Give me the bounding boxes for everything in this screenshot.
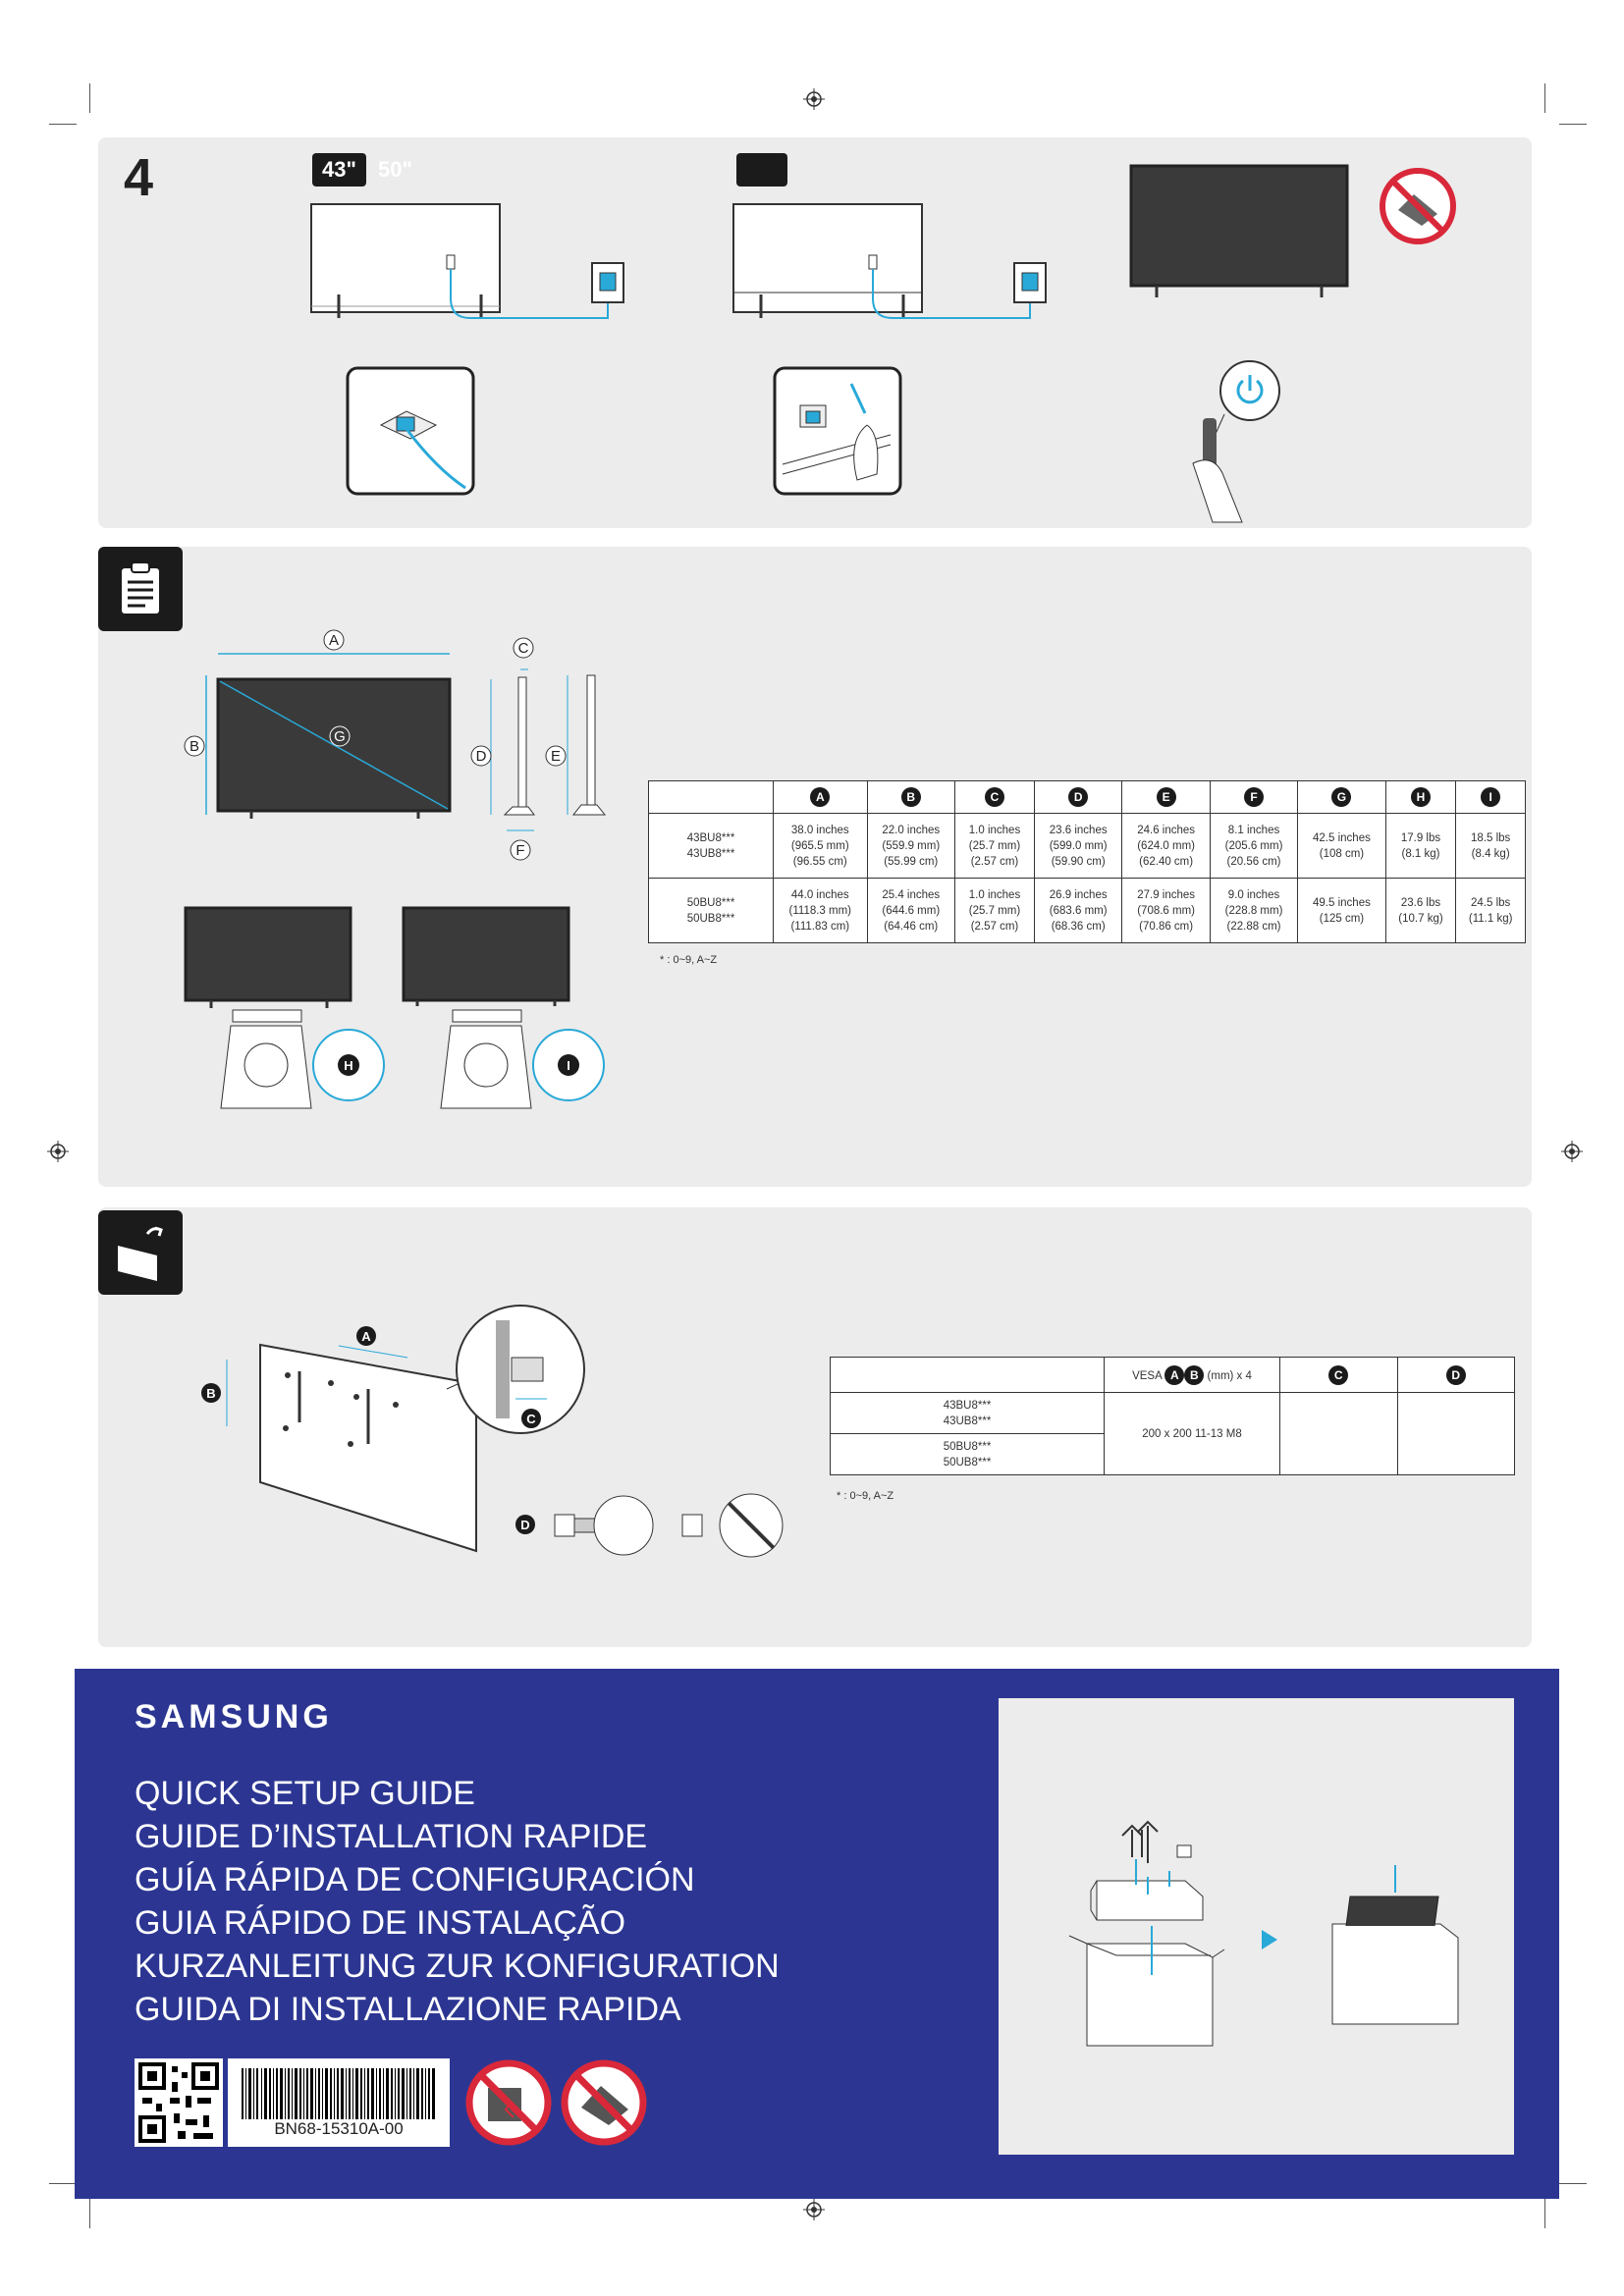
size-badge-50: 50" <box>378 157 412 182</box>
size-badge-43: 43" <box>312 153 366 187</box>
table-row <box>831 1393 1515 1434</box>
label-d <box>471 746 491 766</box>
header-i: I <box>1481 787 1500 807</box>
tv-rear-power-diagram-1 <box>309 196 643 344</box>
cell-c: 1.0 inches (25.7 mm) (2.57 cm) <box>954 879 1034 943</box>
label-i <box>558 1054 579 1076</box>
svg-text:I: I <box>567 1058 570 1073</box>
svg-text:A: A <box>361 1329 371 1344</box>
size-badge-blank <box>736 153 787 187</box>
svg-text:C: C <box>526 1412 536 1426</box>
crop-mark <box>1559 2183 1587 2184</box>
svg-text:B: B <box>206 1386 216 1401</box>
weight-diagram-tv-stand <box>182 898 407 1124</box>
cell-f: 9.0 inches (228.8 mm) (22.88 cm) <box>1210 879 1297 943</box>
table-header-row <box>649 781 1526 814</box>
registration-mark-icon <box>803 2199 825 2220</box>
wall-mount-diagram <box>191 1301 820 1585</box>
remote-power-on-diagram <box>1183 355 1291 527</box>
cell-g: 49.5 inches (125 cm) <box>1298 879 1385 943</box>
model-cell: 43BU8*** 43UB8*** <box>831 1393 1105 1434</box>
header-e: E <box>1157 787 1176 807</box>
table-footnote: * : 0~9, A~Z <box>660 954 718 966</box>
header-d: D <box>1068 787 1088 807</box>
svg-text:D: D <box>520 1518 530 1532</box>
crop-mark <box>89 2199 90 2228</box>
qr-code-icon <box>135 2058 223 2147</box>
weight-diagram-tv-nostand <box>398 898 623 1124</box>
title-en: QUICK SETUP GUIDE <box>135 1775 475 1812</box>
vesa-value-cell: 200 x 200 11-13 M8 <box>1105 1393 1280 1475</box>
table-row <box>649 814 1526 879</box>
samsung-logo: SAMSUNG <box>135 1698 333 1735</box>
title-pt: GUIA RÁPIDO DE INSTALAÇÃO <box>135 1904 626 1942</box>
crop-mark <box>1544 2199 1545 2228</box>
label-h <box>338 1054 359 1076</box>
no-fragile-screen-icon <box>464 2058 553 2147</box>
dimensions-table <box>648 780 1526 943</box>
label-c <box>514 638 533 658</box>
crop-mark <box>49 124 77 125</box>
cell-d: 26.9 inches (683.6 mm) (68.36 cm) <box>1034 879 1121 943</box>
cell-b: 25.4 inches (644.6 mm) (64.46 cm) <box>867 879 954 943</box>
crop-mark <box>49 2183 77 2184</box>
cell-h: 23.6 lbs (10.7 kg) <box>1385 879 1456 943</box>
title-it: GUIDA DI INSTALLAZIONE RAPIDA <box>135 1991 681 2028</box>
no-press-screen-icon <box>560 2058 648 2147</box>
cell-b: 22.0 inches (559.9 mm) (55.99 cm) <box>867 814 954 879</box>
title-de: KURZANLEITUNG ZUR KONFIGURATION <box>135 1948 780 1985</box>
label-c <box>521 1409 541 1428</box>
registration-mark-icon <box>803 88 825 110</box>
svg-text:E: E <box>550 748 562 765</box>
title-es: GUÍA RÁPIDA DE CONFIGURACIÓN <box>135 1861 695 1898</box>
label-b <box>201 1383 221 1403</box>
cable-connect-closeup-2 <box>773 366 902 496</box>
header-h: H <box>1411 787 1431 807</box>
table-row <box>649 879 1526 943</box>
cell-e: 24.6 inches (624.0 mm) (62.40 cm) <box>1122 814 1210 879</box>
svg-text:A: A <box>328 632 340 649</box>
header-vesa: VESA A B (mm) x 4 <box>1105 1358 1280 1393</box>
header-a: A <box>810 787 830 807</box>
label-f <box>511 840 530 860</box>
tv-front-diagram <box>1129 162 1355 309</box>
cell-h: 17.9 lbs (8.1 kg) <box>1385 814 1456 879</box>
svg-text:D: D <box>475 748 487 765</box>
cell-g: 42.5 inches (108 cm) <box>1298 814 1385 879</box>
barcode <box>228 2058 450 2147</box>
svg-text:H: H <box>344 1058 353 1073</box>
header-c: C <box>1328 1365 1348 1385</box>
guide-titles <box>135 1772 780 2031</box>
unboxing-panel <box>999 1698 1514 2155</box>
header-f: F <box>1244 787 1264 807</box>
cell-e: 27.9 inches (708.6 mm) (70.86 cm) <box>1122 879 1210 943</box>
title-fr: GUIDE D’INSTALLATION RAPIDE <box>135 1818 648 1855</box>
header-d: D <box>1446 1365 1466 1385</box>
cell-c: 1.0 inches (25.7 mm) (2.57 cm) <box>954 814 1034 879</box>
cell-i: 24.5 lbs (11.1 kg) <box>1456 879 1526 943</box>
header-c: C <box>985 787 1004 807</box>
cell-a: 38.0 inches (965.5 mm) (96.55 cm) <box>774 814 868 879</box>
unboxing-diagram <box>999 1698 1514 2155</box>
label-g <box>330 726 350 746</box>
clipboard-icon <box>98 547 183 631</box>
tv-rear-power-diagram-2 <box>731 196 1065 344</box>
crop-mark <box>1559 124 1587 125</box>
svg-text:C: C <box>517 640 529 657</box>
header-g: G <box>1331 787 1351 807</box>
label-a <box>356 1326 376 1346</box>
svg-text:F: F <box>515 842 525 859</box>
tv-dimension-diagram <box>177 628 638 883</box>
crop-mark <box>89 83 90 113</box>
label-e <box>546 746 566 766</box>
svg-text:G: G <box>334 728 346 745</box>
table-footnote: * : 0~9, A~Z <box>837 1490 894 1502</box>
no-press-screen-icon <box>1379 167 1457 245</box>
crop-mark <box>1544 83 1545 113</box>
header-b: B <box>901 787 921 807</box>
cell-i: 18.5 lbs (8.4 kg) <box>1456 814 1526 879</box>
barcode-number: BN68-15310A-00 <box>274 2119 404 2138</box>
wall-mount-icon <box>98 1210 183 1295</box>
table-header-row <box>831 1358 1515 1393</box>
cell-d: 23.6 inches (599.0 mm) (59.90 cm) <box>1034 814 1121 879</box>
registration-mark-icon <box>1561 1141 1583 1162</box>
model-cell: 43BU8*** 43UB8*** <box>649 814 774 879</box>
cable-connect-closeup-1 <box>346 366 475 496</box>
label-d <box>515 1515 535 1534</box>
model-cell: 50BU8*** 50UB8*** <box>649 879 774 943</box>
label-b <box>185 736 204 756</box>
wall-mount-table <box>830 1357 1515 1475</box>
cell-a: 44.0 inches (1118.3 mm) (111.83 cm) <box>774 879 868 943</box>
step-number: 4 <box>124 148 154 207</box>
cell-f: 8.1 inches (205.6 mm) (20.56 cm) <box>1210 814 1297 879</box>
label-a <box>324 630 344 650</box>
registration-mark-icon <box>47 1141 69 1162</box>
svg-text:B: B <box>189 738 200 755</box>
model-cell: 50BU8*** 50UB8*** <box>831 1434 1105 1475</box>
